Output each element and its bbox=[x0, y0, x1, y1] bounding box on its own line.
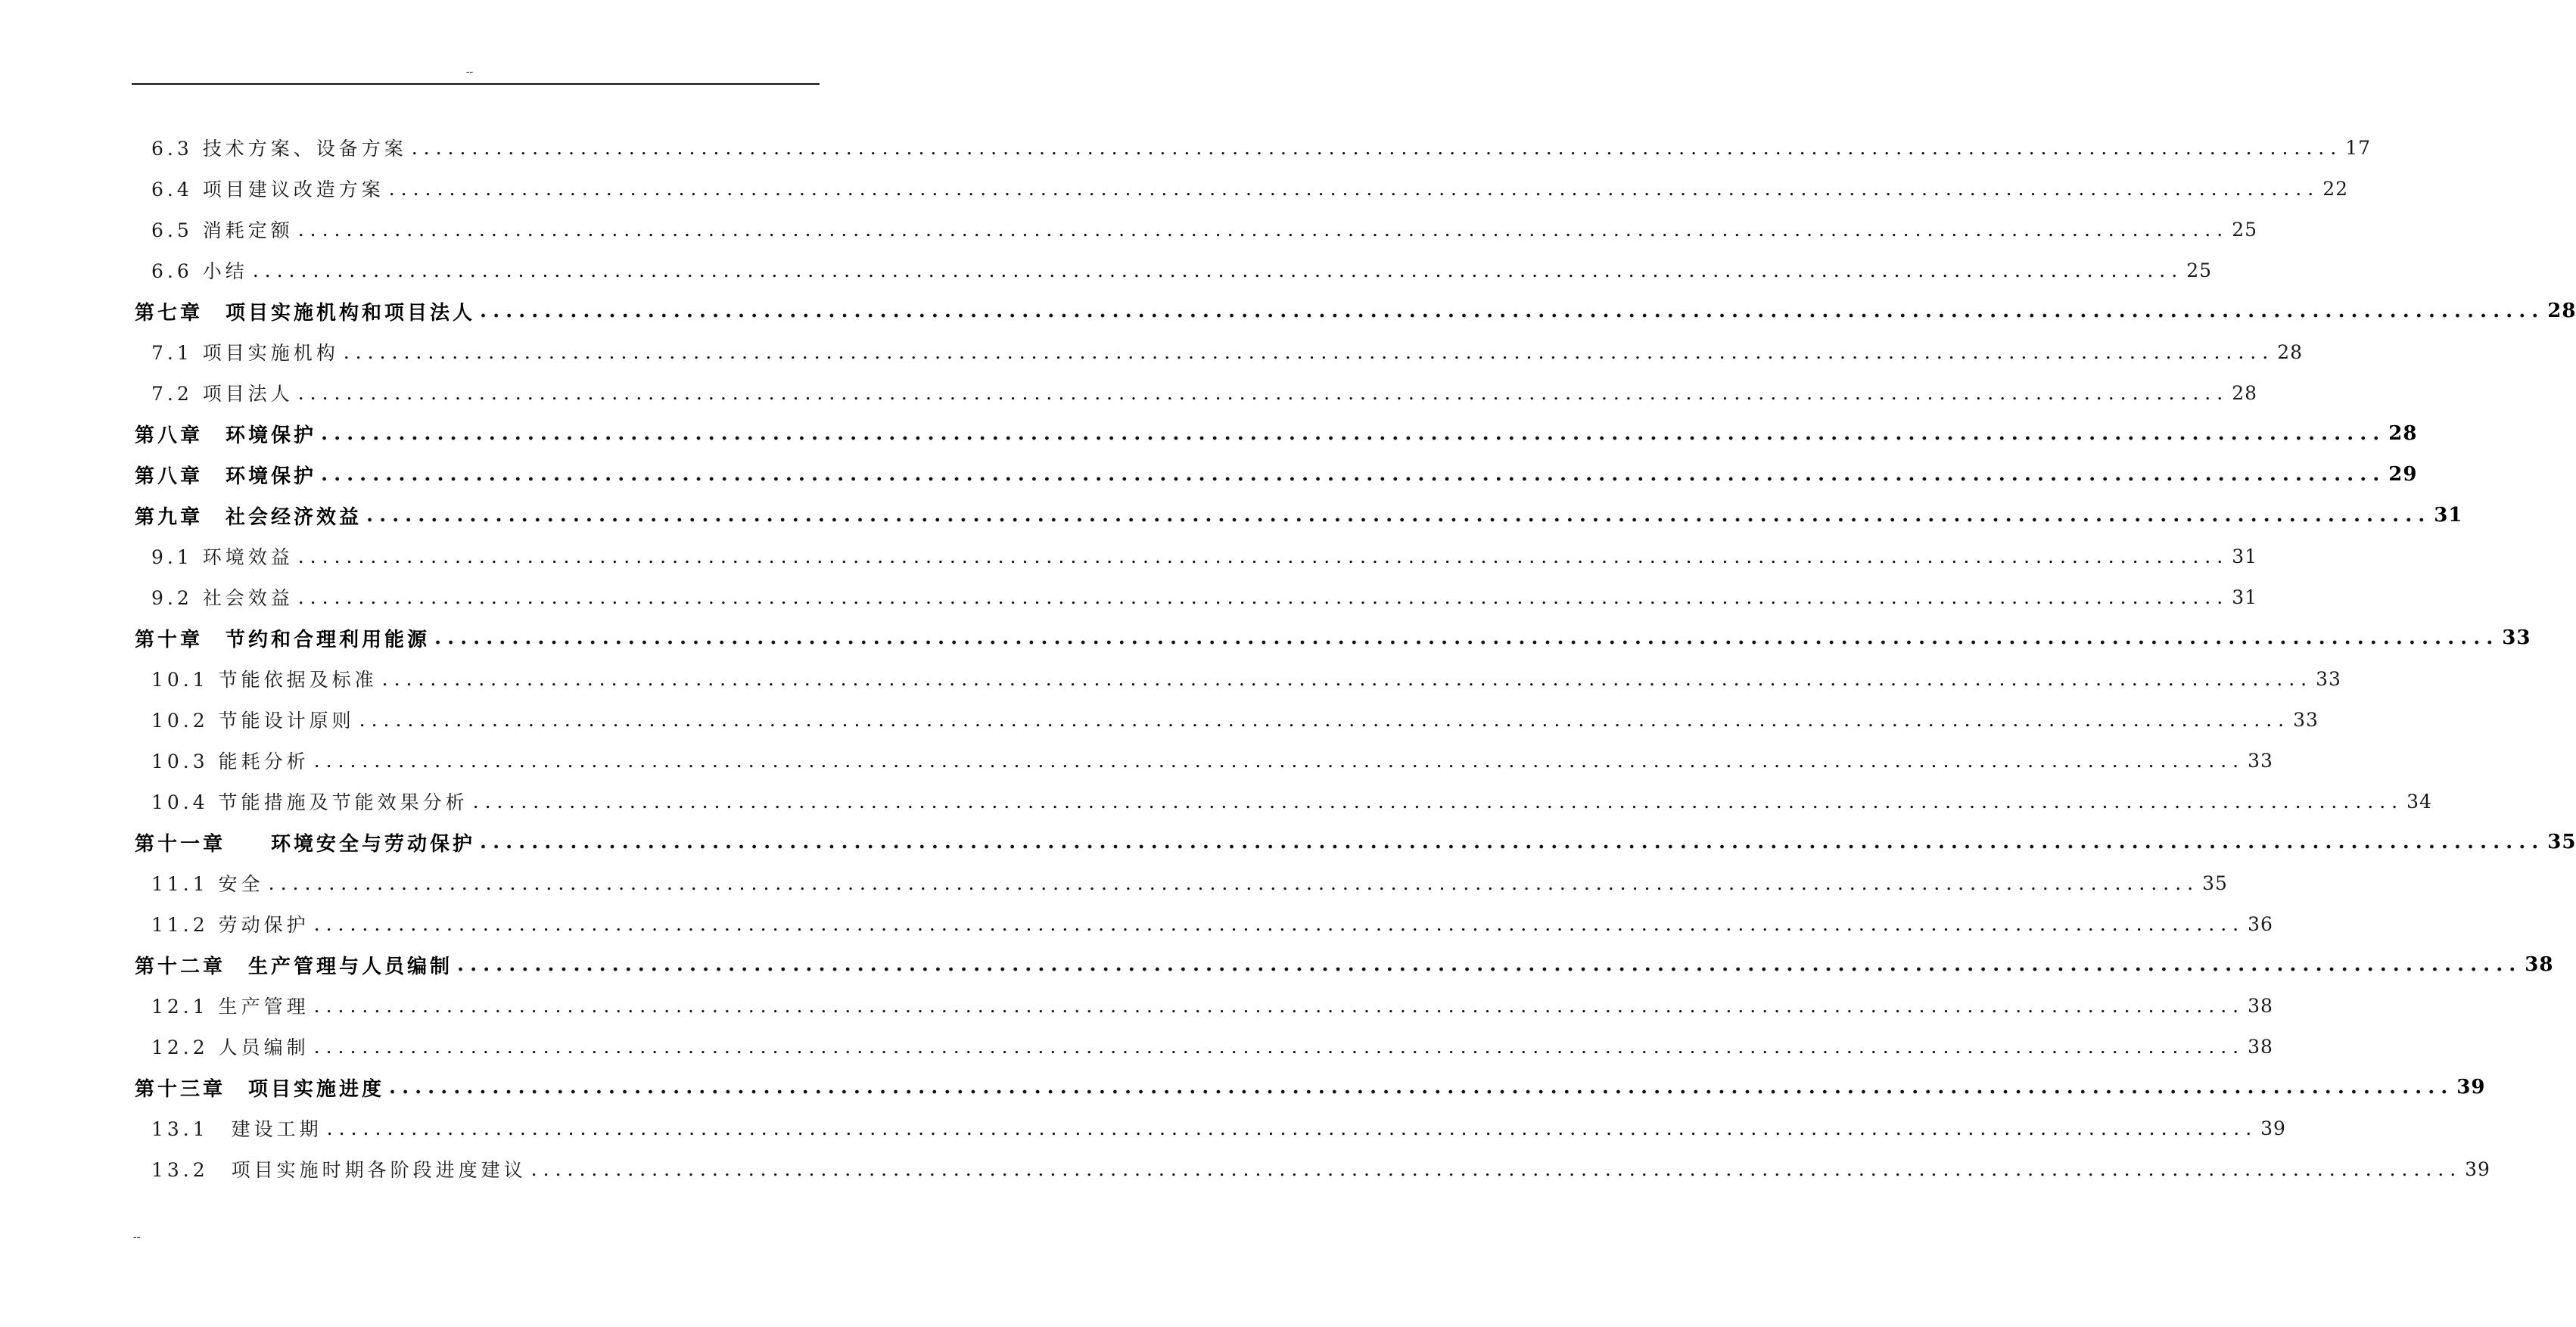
toc-entry-page-number: 28 bbox=[2277, 340, 2304, 363]
toc-dot-leader: ................................................................................................................................................................ bbox=[389, 1076, 2454, 1099]
toc-entry-title: 10.3 能耗分析 bbox=[151, 751, 310, 772]
toc-dot-leader: ................................................................................................................................................................ bbox=[366, 504, 2431, 527]
toc-entry-title: 6.6 小结 bbox=[151, 260, 248, 282]
toc-entry-title: 7.1 项目实施机构 bbox=[151, 342, 339, 364]
table-of-contents bbox=[135, 127, 2576, 1189]
toc-entry-page-number: 39 bbox=[2456, 1076, 2486, 1099]
toc-entry-title: 12.2 人员编制 bbox=[151, 1036, 310, 1058]
toc-entry-page-number: 31 bbox=[2232, 586, 2258, 608]
toc-dot-leader: ................................................................................................................................................................ bbox=[411, 136, 2343, 159]
page-header-mark: -- bbox=[465, 66, 474, 78]
toc-entry-page-number: 28 bbox=[2388, 422, 2418, 445]
toc-entry-title: 6.3 技术方案、设备方案 bbox=[151, 138, 407, 160]
toc-entry-page-number: 33 bbox=[2316, 667, 2341, 690]
toc-entry-title: 13.2 项目实施时期各阶段进度建议 bbox=[151, 1159, 527, 1181]
toc-entry-page-number: 33 bbox=[2502, 626, 2531, 649]
toc-chapter-entry[interactable] bbox=[135, 291, 2576, 331]
toc-entry-page-number: 33 bbox=[2293, 708, 2319, 731]
toc-dot-leader: ................................................................................................................................................................ bbox=[268, 872, 2200, 894]
toc-entry-title: 第十一章 环境安全与劳动保护 bbox=[135, 832, 476, 856]
toc-entry-title: 第十三章 项目实施进度 bbox=[135, 1077, 385, 1101]
toc-section-entry[interactable] bbox=[135, 127, 2372, 168]
toc-entry-page-number: 25 bbox=[2186, 259, 2213, 281]
toc-entry-title: 第十章 节约和合理利用能源 bbox=[135, 628, 431, 651]
toc-entry-page-number: 38 bbox=[2248, 1035, 2273, 1058]
toc-entry-page-number: 25 bbox=[2232, 218, 2258, 241]
toc-entry-page-number: 35 bbox=[2202, 872, 2228, 894]
toc-dot-leader: ................................................................................................................................................................ bbox=[388, 177, 2320, 200]
toc-section-entry[interactable] bbox=[135, 168, 2349, 209]
toc-section-entry[interactable] bbox=[135, 658, 2341, 699]
toc-entry-page-number: 29 bbox=[2388, 463, 2418, 486]
toc-entry-page-number: 36 bbox=[2248, 912, 2273, 935]
toc-entry-title: 第九章 社会经济效益 bbox=[135, 505, 362, 529]
toc-entry-page-number: 34 bbox=[2406, 790, 2432, 813]
toc-section-entry[interactable] bbox=[135, 1108, 2286, 1148]
toc-chapter-entry[interactable] bbox=[135, 413, 2418, 454]
toc-section-entry[interactable] bbox=[135, 372, 2258, 413]
toc-entry-page-number: 39 bbox=[2465, 1158, 2490, 1180]
toc-chapter-entry[interactable] bbox=[135, 822, 2576, 862]
toc-section-entry[interactable] bbox=[135, 740, 2273, 781]
toc-section-entry[interactable] bbox=[135, 699, 2319, 740]
toc-entry-page-number: 38 bbox=[2248, 994, 2273, 1017]
toc-entry-title: 第八章 环境保护 bbox=[135, 465, 317, 488]
toc-chapter-entry[interactable] bbox=[135, 617, 2531, 658]
toc-section-entry[interactable] bbox=[135, 250, 2213, 291]
toc-dot-leader: ................................................................................................................................................................ bbox=[252, 259, 2184, 281]
toc-dot-leader: ................................................................................................................................................................ bbox=[297, 545, 2229, 567]
toc-entry-title: 9.1 环境效益 bbox=[151, 546, 294, 568]
toc-dot-leader: ................................................................................................................................................................ bbox=[480, 300, 2545, 322]
toc-section-entry[interactable] bbox=[135, 1148, 2490, 1189]
toc-entry-title: 第八章 环境保护 bbox=[135, 424, 317, 447]
toc-dot-leader: ................................................................................................................................................................ bbox=[480, 831, 2545, 853]
toc-entry-page-number: 35 bbox=[2547, 831, 2576, 853]
toc-section-entry[interactable] bbox=[135, 862, 2228, 903]
toc-entry-title: 11.1 安全 bbox=[151, 873, 264, 895]
toc-entry-page-number: 38 bbox=[2525, 953, 2554, 976]
toc-dot-leader: ................................................................................................................................................................ bbox=[313, 1035, 2245, 1058]
toc-entry-page-number: 33 bbox=[2248, 749, 2273, 772]
toc-chapter-entry[interactable] bbox=[135, 454, 2418, 495]
toc-dot-leader: ................................................................................................................................................................ bbox=[472, 790, 2404, 813]
toc-dot-leader: ................................................................................................................................................................ bbox=[530, 1158, 2462, 1180]
toc-entry-title: 第十二章 生产管理与人员编制 bbox=[135, 955, 453, 978]
toc-dot-leader: ................................................................................................................................................................ bbox=[313, 994, 2245, 1017]
toc-entry-page-number: 28 bbox=[2232, 381, 2258, 404]
toc-dot-leader: ................................................................................................................................................................ bbox=[381, 667, 2313, 690]
toc-section-entry[interactable] bbox=[135, 209, 2258, 250]
toc-dot-leader: ................................................................................................................................................................ bbox=[321, 422, 2386, 445]
toc-entry-title: 第七章 项目实施机构和项目法人 bbox=[135, 301, 476, 325]
toc-dot-leader: ................................................................................................................................................................ bbox=[321, 463, 2386, 486]
toc-section-entry[interactable] bbox=[135, 536, 2258, 576]
toc-dot-leader: ................................................................................................................................................................ bbox=[326, 1117, 2258, 1139]
toc-dot-leader: ................................................................................................................................................................ bbox=[313, 749, 2245, 772]
toc-section-entry[interactable] bbox=[135, 331, 2304, 372]
toc-entry-page-number: 28 bbox=[2547, 300, 2576, 322]
toc-chapter-entry[interactable] bbox=[135, 495, 2463, 536]
page-footer-mark: -- bbox=[133, 1231, 141, 1243]
toc-entry-page-number: 17 bbox=[2345, 136, 2372, 159]
toc-entry-title: 12.1 生产管理 bbox=[151, 996, 310, 1018]
toc-entry-page-number: 31 bbox=[2232, 545, 2258, 567]
toc-entry-page-number: 39 bbox=[2260, 1117, 2286, 1139]
page-header-rule bbox=[132, 83, 820, 85]
toc-entry-title: 11.2 劳动保护 bbox=[151, 914, 310, 936]
toc-chapter-entry[interactable] bbox=[135, 1067, 2486, 1108]
toc-entry-title: 9.2 社会效益 bbox=[151, 587, 294, 609]
toc-entry-title: 10.4 节能措施及节能效果分析 bbox=[151, 791, 468, 813]
toc-entry-title: 10.1 节能依据及标准 bbox=[151, 669, 378, 691]
toc-section-entry[interactable] bbox=[135, 1026, 2273, 1067]
toc-section-entry[interactable] bbox=[135, 985, 2273, 1026]
toc-dot-leader: ................................................................................................................................................................ bbox=[457, 953, 2522, 976]
toc-section-entry[interactable] bbox=[135, 903, 2273, 944]
toc-chapter-entry[interactable] bbox=[135, 944, 2554, 985]
toc-entry-title: 10.2 节能设计原则 bbox=[151, 710, 355, 732]
toc-dot-leader: ................................................................................................................................................................ bbox=[297, 381, 2229, 404]
toc-section-entry[interactable] bbox=[135, 781, 2432, 822]
toc-entry-page-number: 31 bbox=[2434, 504, 2463, 527]
toc-entry-page-number: 22 bbox=[2322, 177, 2349, 200]
toc-dot-leader: ................................................................................................................................................................ bbox=[434, 626, 2500, 649]
toc-dot-leader: ................................................................................................................................................................ bbox=[343, 340, 2275, 363]
toc-dot-leader: ................................................................................................................................................................ bbox=[297, 218, 2229, 241]
toc-dot-leader: ................................................................................................................................................................ bbox=[359, 708, 2291, 731]
toc-entry-title: 13.1 建设工期 bbox=[151, 1118, 322, 1140]
toc-entry-title: 6.4 项目建议改造方案 bbox=[151, 179, 384, 200]
toc-dot-leader: ................................................................................................................................................................ bbox=[297, 586, 2229, 608]
toc-section-entry[interactable] bbox=[135, 576, 2258, 617]
toc-dot-leader: ................................................................................................................................................................ bbox=[313, 912, 2245, 935]
toc-entry-title: 7.2 项目法人 bbox=[151, 383, 294, 405]
toc-entry-title: 6.5 消耗定额 bbox=[151, 219, 294, 241]
